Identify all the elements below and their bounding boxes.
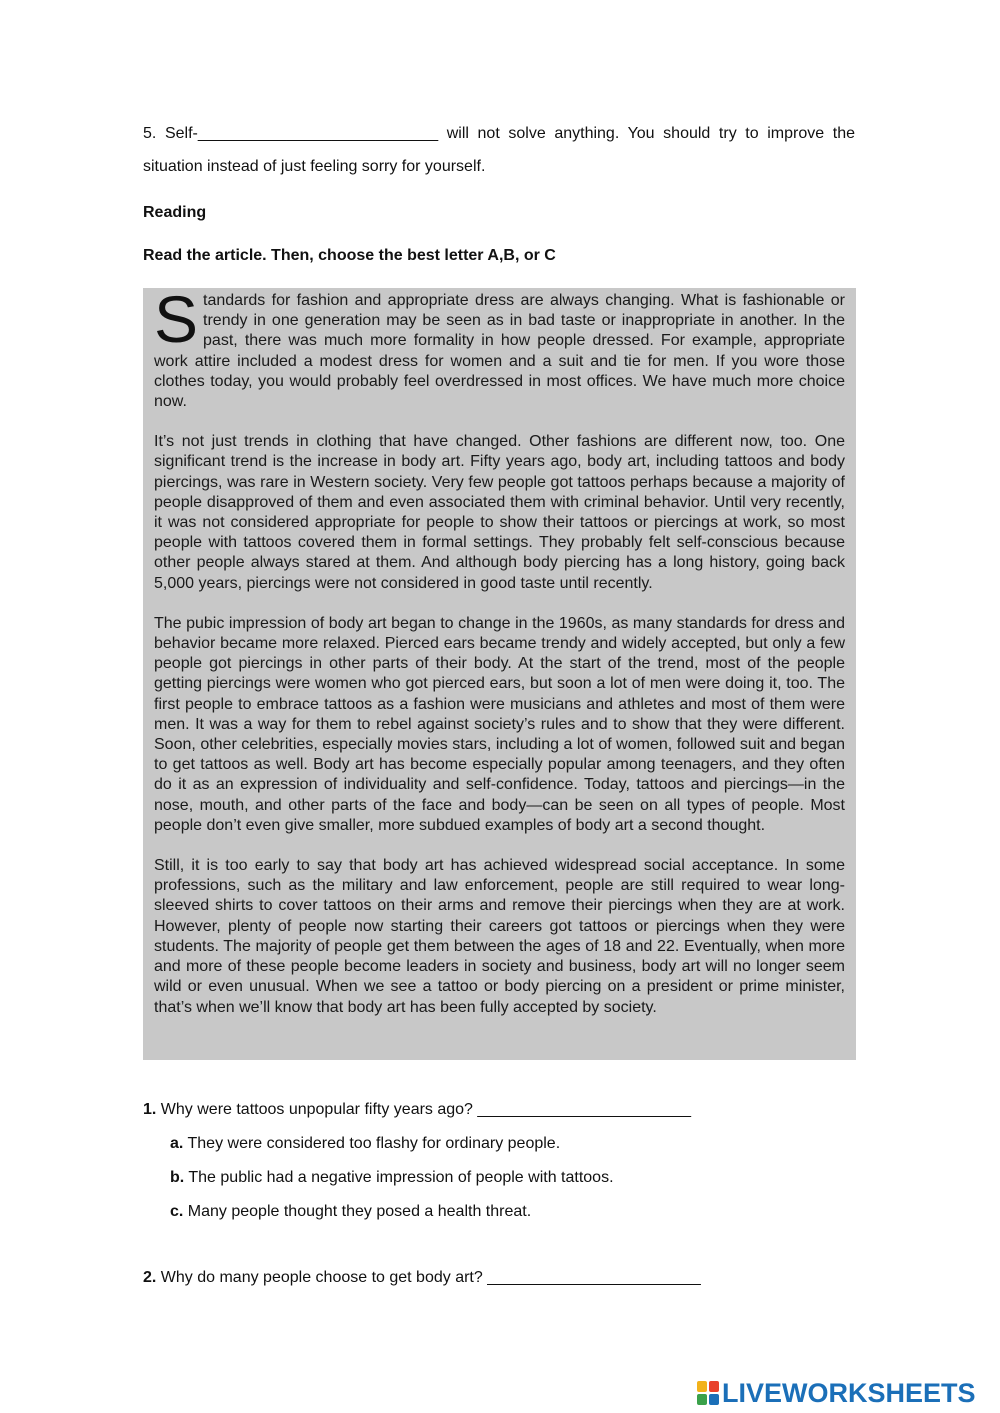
drop-cap: S <box>154 282 199 356</box>
question-1-option-b[interactable] <box>170 1169 614 1187</box>
logo-square-yellow <box>697 1381 707 1392</box>
option-c-letter: c. <box>170 1203 184 1220</box>
article-paragraph-2: It’s not just trends in clothing that have changed. Other fashions are different now, too. One significant trend is the increase in body art. Fifty years ago, body art, including tattoos and body piercings, was rare in Western society. Very few people got tattoos perhaps because a majority of people disapproved of them and even associated them with criminal behavior. Until very recently, it was not considered appropriate for people to show their tattoos or piercings at work, so most people with tattoos covered them in formal settings. They probably felt self-conscious because other people always stared at them. And although body piercing has a long history, going back 5,000 years, piercings were not considered in good taste until recently. <box>154 433 845 592</box>
option-a-text: They were considered too flashy for ordinary people. <box>183 1135 561 1152</box>
question-1-number: 1. <box>143 1101 157 1118</box>
q5-answer-blank[interactable]: ___________________________ <box>197 125 439 142</box>
logo-square-red <box>709 1381 719 1392</box>
question-2 <box>143 1269 701 1287</box>
article-paragraph-4: Still, it is too early to say that body art has achieved widespread social acceptance. In some professions, such as the military and law enforcement, people are still required to wear long-sleeved shirts to cover tattoos on their arms and remove their piercings when they are at work. However, plenty of people now starting their careers got tattoos or piercings when they were students. The majority of people get them between the ages of 18 and 22. Eventually, when more and more of these people become leaders in society and business, body art will no longer seem wild or even unusual. When we see a tattoo or body piercing on a president or prime minister, that’s when we’ll know that body art has been fully accepted by society. <box>154 857 845 1016</box>
question-2-number: 2. <box>143 1269 157 1286</box>
q5-text: will not solve anything. You should try to improve the situation instead of just feeling sorry for yourself. <box>143 125 855 175</box>
article-paragraph-1-text: tandards for fashion and appropriate dress are always changing. What is fashionable or trendy in one generation may be seen as in bad taste or inappropriate in another. In the past, there was much more formality in how people dressed. For example, appropriate work attire included a modest dress for women and a suit and tie for men. If you wore those clothes today, you would probably feel overdressed in most offices. We have much more choice now. <box>154 292 845 411</box>
question-1 <box>143 1101 691 1119</box>
option-b-text: The public had a negative impression of people with tattoos. <box>184 1169 614 1186</box>
logo-square-blue <box>709 1394 719 1405</box>
option-a-letter: a. <box>170 1135 184 1152</box>
question-1-option-c[interactable] <box>170 1203 531 1221</box>
q5-prefix: 5. Self- <box>143 125 198 142</box>
question-1-text[interactable]: Why were tattoos unpopular fifty years ago? ________________________ <box>156 1101 691 1118</box>
article-paragraph-1 <box>154 282 845 412</box>
article-paragraph-3: The pubic impression of body art began to change in the 1960s, as many standards for dress and behavior became more relaxed. Pierced ears became trendy and widely accepted, but only a few people got piercings in other parts of their body. At the start of the trend, most of the people getting piercings were women who got pierced ears, but soon a lot of men were doing it, too. The first people to embrace tattoos as a fashion were musicians and athletes and most of them were men. It was a way for them to rebel against society’s rules and to show that they were different. Soon, other celebrities, especially movies stars, including a lot of women, followed suit and began to get tattoos as well. Body art has become especially popular among teenagers, and they often do it as an expression of individuality and self-confidence. Today, tattoos and piercings—in the nose, mouth, and other parts of the face and body—can be seen on all types of people. Most people don’t even give smaller, more subdued examples of body art a second thought. <box>154 614 845 834</box>
logo-square-green <box>697 1394 707 1405</box>
logo-icon <box>697 1381 719 1405</box>
option-b-letter: b. <box>170 1169 185 1186</box>
exercise-item-5 <box>143 117 855 183</box>
liveworksheets-logo <box>697 1378 976 1408</box>
logo-text: LIVEWORKSHEETS <box>722 1377 976 1408</box>
question-2-text[interactable]: Why do many people choose to get body art? ________________________ <box>156 1269 701 1286</box>
option-c-text: Many people thought they posed a health threat. <box>183 1203 532 1220</box>
reading-heading: Reading <box>143 204 207 221</box>
article-box <box>143 282 856 1060</box>
question-1-option-a[interactable] <box>170 1135 560 1153</box>
reading-instruction: Read the article. Then, choose the best letter A,B, or C <box>143 247 556 264</box>
